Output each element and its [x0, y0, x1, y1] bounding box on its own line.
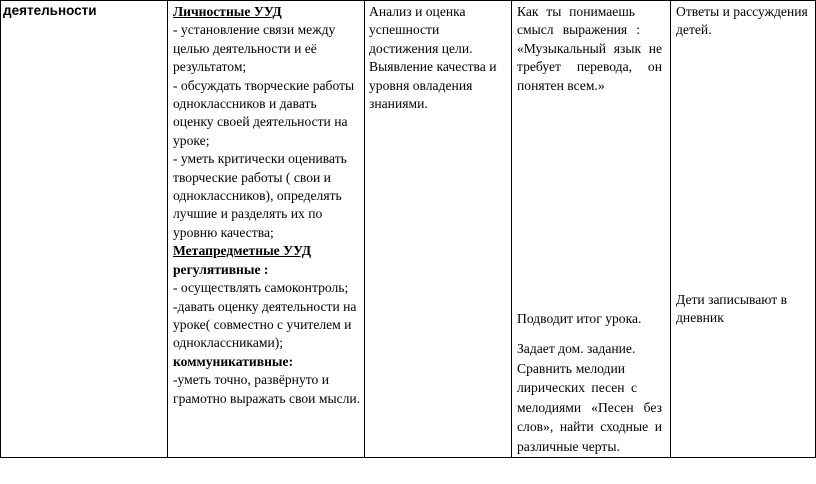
- personal-uud-line: уроке;: [173, 132, 210, 148]
- personal-uud-line: лучшие и разделять их по: [173, 206, 323, 222]
- homework-block: [517, 339, 662, 456]
- personal-uud-line: - уметь критически оценивать: [173, 151, 347, 167]
- lesson-summary: Подводит итог урока.: [517, 311, 642, 326]
- uud-column-cell: [173, 3, 363, 408]
- metasubject-uud-heading: Метапредметные УУД: [173, 243, 312, 259]
- column-divider: [670, 1, 671, 457]
- students-record-line: дневник: [676, 310, 724, 326]
- personal-uud-line: одноклассников и давать: [173, 96, 317, 112]
- regulatory-subheading: регулятивные :: [173, 261, 269, 277]
- personal-uud-line: - обсуждать творческие работы: [173, 77, 355, 93]
- question-line: требует перевода, он: [517, 59, 662, 75]
- activity-title: деятельности: [3, 3, 97, 18]
- assessment-line: уровня овладения: [369, 77, 473, 93]
- personal-uud-line: - установление связи между: [173, 22, 336, 38]
- homework-line: различные черты.: [517, 438, 620, 454]
- students-answer-line: Ответы и рассуждения: [676, 4, 808, 19]
- students-record-line: Дети записывают в: [676, 292, 788, 307]
- assessment-line: знаниями.: [369, 96, 428, 112]
- assessment-line: Анализ и оценка: [369, 4, 466, 19]
- homework-line: Задает дом. задание.: [517, 341, 636, 356]
- assessment-line: Выявление качества и: [369, 59, 497, 75]
- question-line: понятен всем.»: [517, 77, 605, 93]
- personal-uud-line: творческие работы ( свои и: [173, 169, 331, 185]
- table-border-left: [0, 1, 1, 457]
- question-line: Как ты понимаешь: [517, 4, 635, 19]
- assessment-line: достижения цели.: [369, 40, 473, 56]
- communicative-line: грамотно выражать свои мысли.: [173, 390, 361, 406]
- homework-line: мелодиями «Песен без: [517, 399, 662, 415]
- regulatory-line: одноклассниками);: [173, 335, 284, 351]
- personal-uud-line: уровню качества;: [173, 224, 274, 240]
- students-column-cell: [676, 3, 814, 459]
- column-divider: [511, 1, 512, 457]
- column-divider: [167, 1, 168, 457]
- homework-line: Сравнить мелодии: [517, 360, 625, 376]
- personal-uud-line: целью деятельности и её: [173, 40, 317, 56]
- question-line: смысл выражения :: [517, 22, 640, 38]
- homework-line: слов», найти сходные и: [517, 419, 662, 434]
- question-line: «Музыкальный язык не: [517, 40, 662, 56]
- students-record-block: [676, 291, 787, 328]
- teacher-column-cell: [517, 3, 662, 459]
- assessment-line: успешности: [369, 22, 440, 38]
- personal-uud-line: одноклассников), определять: [173, 188, 342, 204]
- communicative-line: -уметь точно, развёрнуто и: [173, 372, 329, 388]
- personal-uud-line: результатом;: [173, 59, 247, 75]
- homework-line: лирических песен с: [517, 380, 637, 395]
- column-divider: [364, 1, 365, 457]
- students-answer-line: детей.: [676, 22, 712, 38]
- regulatory-line: - осуществлять самоконтроль;: [173, 280, 349, 296]
- assessment-column-cell: [369, 3, 505, 113]
- regulatory-line: уроке( совместно с учителем и: [173, 316, 352, 332]
- communicative-subheading: коммуникативные:: [173, 353, 294, 369]
- personal-uud-heading: Личностные УУД: [173, 4, 282, 19]
- personal-uud-line: оценку своей деятельности на: [173, 114, 348, 130]
- regulatory-line: -давать оценку деятельности на: [173, 298, 357, 314]
- activity-column-cell: [3, 2, 163, 20]
